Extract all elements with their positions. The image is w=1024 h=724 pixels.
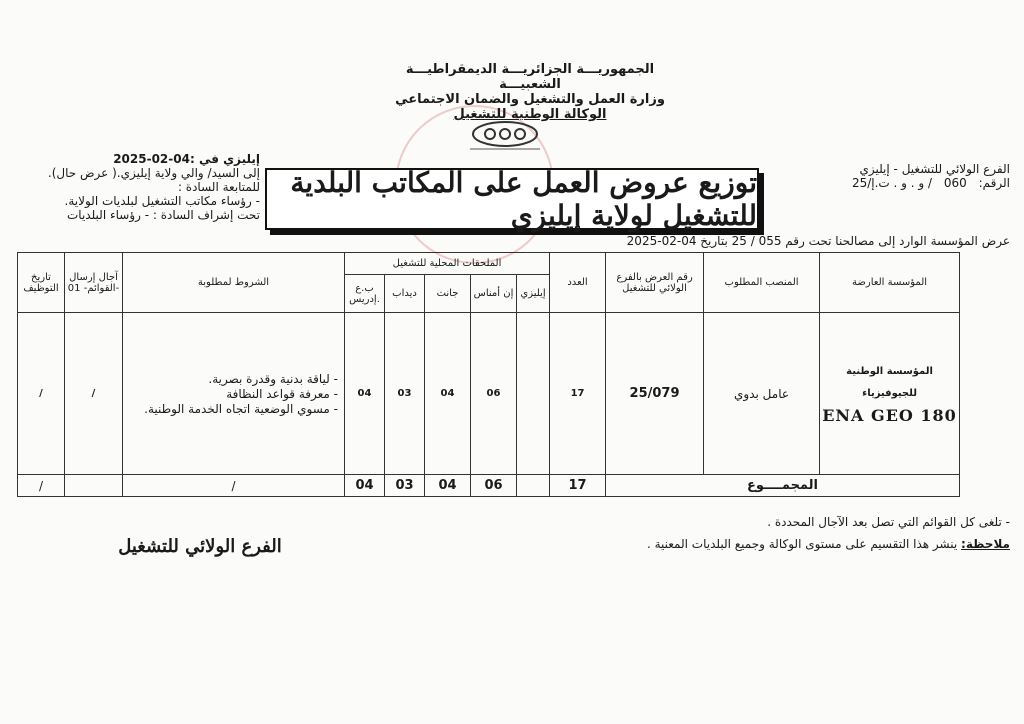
total-annex-bbordj: 04 [345,475,385,497]
total-annex-illizi [517,475,550,497]
offers-table [17,252,960,497]
note-text: ينشر هذا التقسيم على مستوى الوكالة وجميع البلديات المعنية . [646,537,958,551]
follow-line: للمتابعة السادة : [177,180,260,194]
count-header: العدد [550,253,606,313]
hire-date-header: تاريخ التوظيف [18,253,65,313]
note-deadline: - تلغى كل القوائم التي تصل بعد الآجال المحددة . [767,515,1010,529]
total-count: 17 [550,475,606,497]
signature: الفرع الولائي للتشغيل [118,536,282,557]
note-label: ملاحظة: [961,537,1010,551]
annex-inamenas-value: 06 [471,313,517,475]
addressee-block [20,152,260,222]
hire-date-cell: / [18,313,65,475]
header-republic: الجمهوريـــة الجزائريـــة الديمقراطيـــة الشعبيـــة [405,62,655,92]
branch-block [810,162,1010,190]
annex-debdeb-value: 03 [385,313,425,475]
org-header: المؤسسة العارضة [820,253,960,313]
annex-djanet-value: 04 [425,313,471,475]
date-line: إيليزي في :04-02-2025 [113,152,260,166]
total-hire-date: / [18,475,65,497]
intro-line: عرض المؤسسة الوارد إلى مصالحنا تحت رقم 055 / 25 بتاريخ 04-02-2025 [626,234,1010,248]
document-title: توزيع عروض العمل على المكاتب البلدية للتشغيل لولاية إيليزي [265,168,759,230]
to-line: إلى السيد/ والي ولاية إيليزي.( عرض حال). [47,166,260,180]
position-header: المنصب المطلوب [704,253,820,313]
total-conditions: / [123,475,345,497]
condition-item: - مسوي الوضعية اتجاه الخدمة الوطنية. [144,401,338,416]
annex-debdeb-header: ديداب [385,275,425,313]
header-ministry: وزارة العمل والتشغيل والضمان الاجتماعي [395,92,665,107]
annex-illizi-header: إيليزي [517,275,550,313]
condition-item: - معرفة قواعد النظافة [226,386,338,401]
total-annex-djanet: 04 [425,475,471,497]
annex-illizi-value [517,313,550,475]
ref-suffix: / و . و . ت.إ/25 [851,176,933,190]
total-annex-inamenas: 06 [471,475,517,497]
total-label: المجمــــوع [606,475,960,497]
branch-line: الفرع الولائي للتشغيل - إيليزي [859,162,1010,176]
org-name-line1: المؤسسة الوطنية [846,365,933,377]
offer-no-header: رقم العرض بالفرع الولائي للتشغيل [606,253,704,313]
header-agency: الوكالة الوطنية للتشغيل [453,107,607,122]
total-deadline [65,475,123,497]
agency-logo [450,118,560,152]
org-name-latin: ENA GEO 180 [822,405,957,425]
annex-inamenas-header: إن أمناس [471,275,517,313]
total-annex-debdeb: 03 [385,475,425,497]
annexes-header: الملحقات المحلية للتشغيل [345,253,550,275]
header [380,62,680,122]
offer-no-cell: 25/079 [606,313,704,475]
annex-bbordj-header: ب.ع .إدريس [345,275,385,313]
conditions-cell [123,313,345,475]
annex-bbordj-value: 04 [345,313,385,475]
supervision-line: تحت إشراف السادة : - رؤساء البلديات [66,208,260,222]
notes [520,515,1010,551]
count-cell: 17 [550,313,606,475]
heads-line: - رؤساء مكاتب التشغيل لبلديات الولاية. [64,194,260,208]
ref-number: 060 [943,176,967,190]
condition-item: - لياقة بدنية وقدرة بصرية. [208,371,338,386]
org-cell [820,313,960,475]
ref-prefix: الرقم: [978,176,1010,190]
org-name-line2: للجيوفيزياء [862,387,917,399]
deadline-cell: / [65,313,123,475]
position-cell: عامل بدوي [704,313,820,475]
note-publish [520,537,1010,551]
ref-line [810,176,1010,190]
conditions-header: الشروط لمطلوبة [123,253,345,313]
deadline-header: آجال إرسال القوائم- 01- [65,253,123,313]
annex-djanet-header: جانت [425,275,471,313]
